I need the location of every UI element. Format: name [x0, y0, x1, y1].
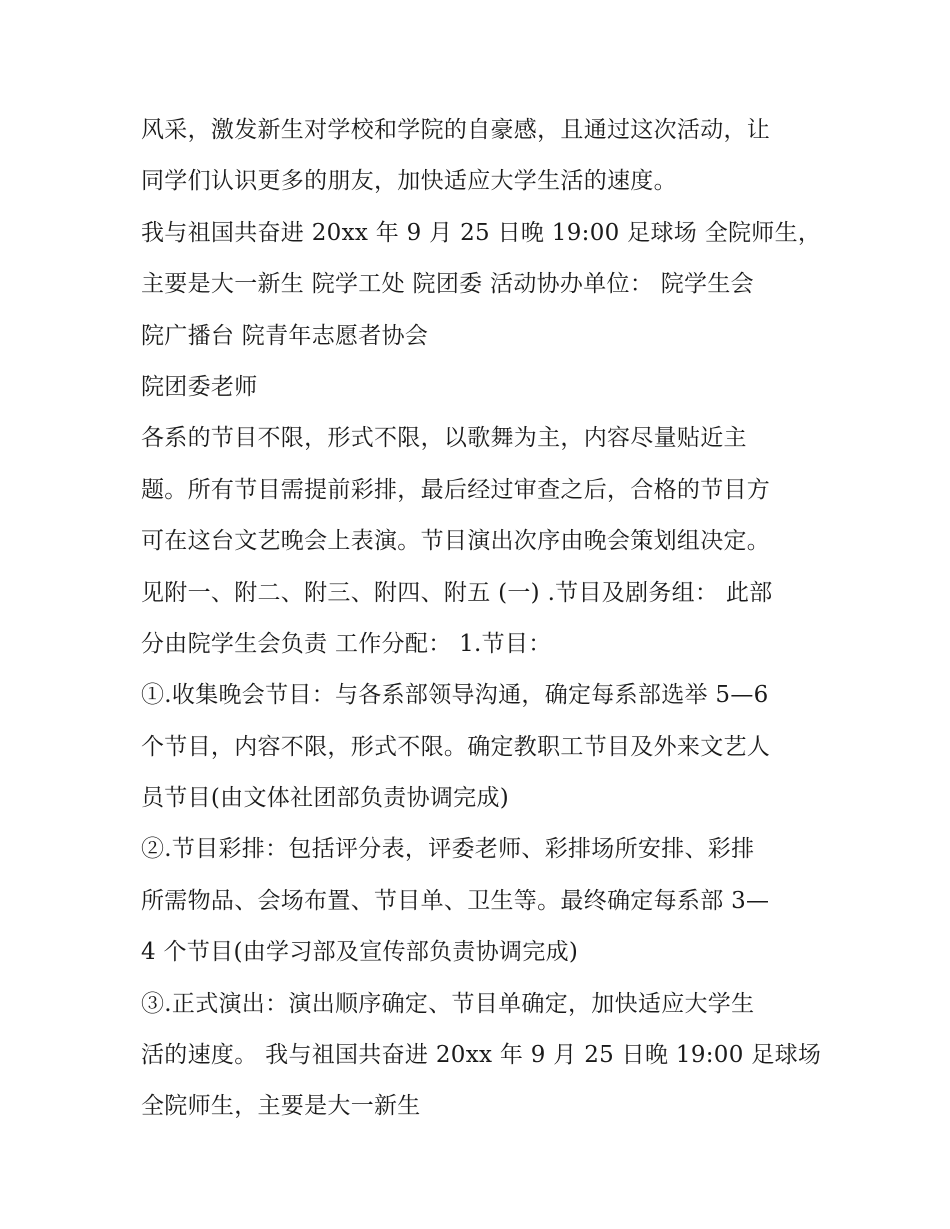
text-line: ③.正式演出：演出顺序确定、节目单确定，加快适应大学生: [141, 990, 755, 1017]
text-line: 主要是大一新生 院学工处 院团委 活动协办单位： 院学生会: [141, 271, 754, 298]
text-line: 员节目(由文体社团部负责协调完成): [141, 785, 510, 812]
document-body: [141, 105, 821, 1133]
text-line: 所需物品、会场布置、节目单、卫生等。最终确定每系部 3—: [141, 887, 770, 914]
text-line: 见附一、附二、附三、附四、附五 (一) .节目及剧务组： 此部: [141, 579, 773, 606]
text-line: 院广播台 院青年志愿者协会: [141, 322, 429, 349]
text-line: 同学们认识更多的朋友，加快适应大学生活的速度。: [141, 168, 677, 195]
text-line: 我与祖国共奋进 20xx 年 9 月 25 日晚 19:00 足球场 全院师生，: [141, 219, 822, 246]
text-line: ②.节目彩排：包括评分表，评委老师、彩排场所安排、彩排: [141, 836, 755, 863]
text-line: 院团委老师: [141, 373, 258, 400]
text-line: 个节目，内容不限，形式不限。确定教职工节目及外来文艺人: [141, 733, 771, 760]
text-line: 题。所有节目需提前彩排，最后经过审查之后，合格的节目方: [141, 476, 771, 503]
text-line: 活的速度。 我与祖国共奋进 20xx 年 9 月 25 日晚 19:00 足球场: [141, 1042, 822, 1069]
text-line: 分由院学生会负责 工作分配： 1.节目：: [141, 630, 552, 657]
text-line: 全院师生，主要是大一新生: [141, 1093, 421, 1120]
text-line: 各系的节目不限，形式不限，以歌舞为主，内容尽量贴近主: [141, 425, 747, 452]
text-line: 风采，激发新生对学校和学院的自豪感，且通过这次活动，让: [141, 117, 771, 143]
text-line: ①.收集晚会节目：与各系部领导沟通，确定每系部选举 5—6: [141, 682, 769, 709]
text-line: 4 个节目(由学习部及宣传部负责协调完成): [141, 939, 579, 966]
text-line: 可在这台文艺晚会上表演。节目演出次序由晚会策划组决定。: [141, 528, 771, 555]
